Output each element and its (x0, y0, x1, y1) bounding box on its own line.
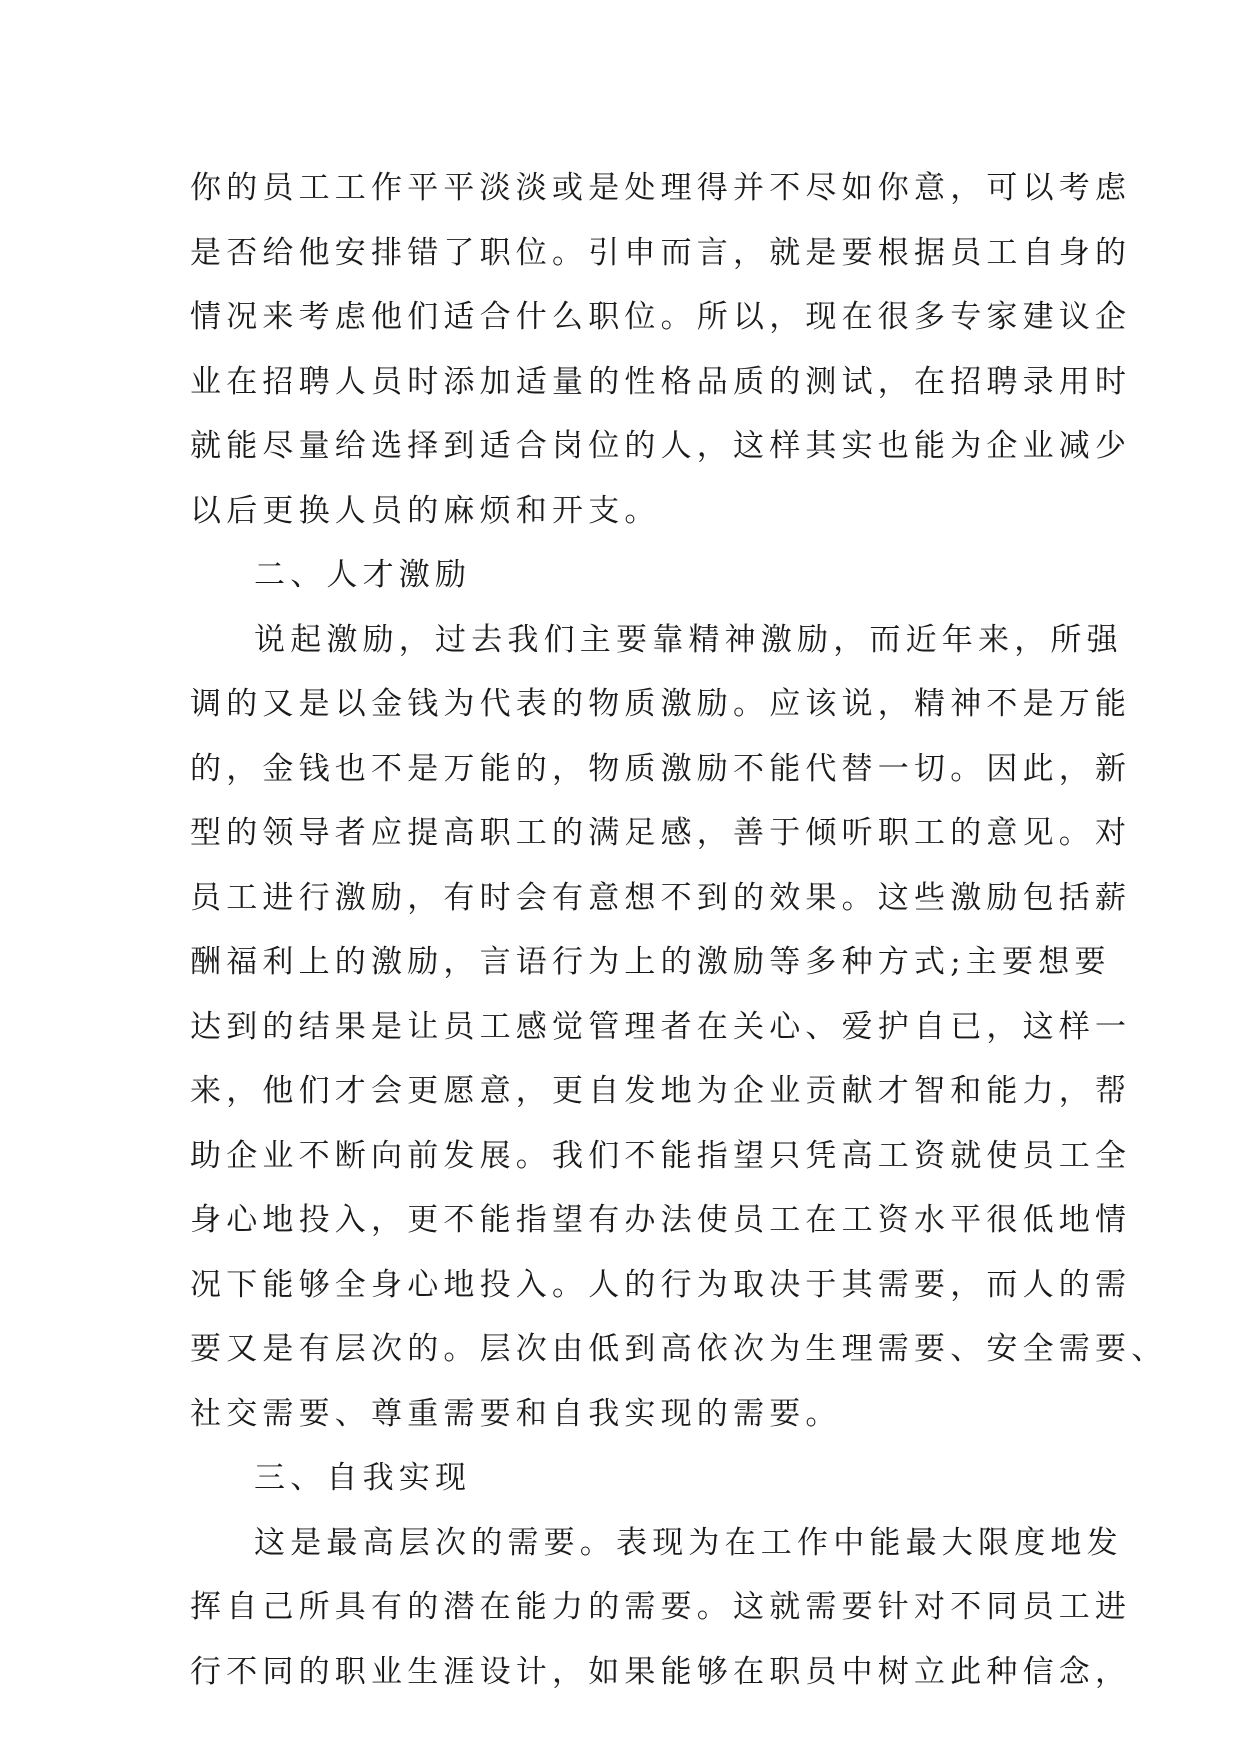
text-line: 你的员工工作平平淡淡或是处理得并不尽如你意，可以考虑 (190, 170, 1132, 206)
text-line: 是否给他安排错了职位。引申而言，就是要根据员工自身的 (190, 234, 1132, 271)
document-body (190, 156, 1168, 1704)
text-line: 情况来考虑他们适合什么职位。所以，现在很多专家建议企 (190, 299, 1132, 335)
section-heading: 三、自我实现 (254, 1460, 472, 1496)
text-line: 的，金钱也不是万能的，物质激励不能代替一切。因此，新 (190, 750, 1132, 787)
text-line: 酬福利上的激励，言语行为上的激励等多种方式;主要想要 (190, 944, 1111, 980)
text-line: 行不同的职业生涯设计，如果能够在职员中树立此种信念， (190, 1653, 1132, 1690)
text-line: 业在招聘人员时添加适量的性格品质的测试，在招聘录用时 (190, 363, 1132, 400)
text-line: 就能尽量给选择到适合岗位的人，这样其实也能为企业减少 (190, 428, 1132, 464)
text-line: 这是最高层次的需要。表现为在工作中能最大限度地发 (254, 1524, 1123, 1561)
text-line: 身心地投入，更不能指望有办法使员工在工资水平很低地情 (190, 1202, 1132, 1238)
text-line: 员工进行激励，有时会有意想不到的效果。这些激励包括薪 (190, 879, 1132, 916)
text-line: 助企业不断向前发展。我们不能指望只凭高工资就使员工全 (190, 1137, 1132, 1174)
text-line: 达到的结果是让员工感觉管理者在关心、爱护自已，这样一 (190, 1008, 1132, 1045)
section-heading: 二、人才激励 (254, 557, 472, 593)
text-line: 说起激励，过去我们主要靠精神激励，而近年来，所强 (254, 621, 1123, 658)
text-line: 挥自己所具有的潜在能力的需要。这就需要针对不同员工进 (190, 1589, 1132, 1625)
text-line: 来，他们才会更愿意，更自发地为企业贡献才智和能力，帮 (190, 1073, 1132, 1109)
text-line: 型的领导者应提高职工的满足感，善于倾听职工的意见。对 (190, 815, 1132, 851)
text-line: 以后更换人员的麻烦和开支。 (190, 492, 661, 529)
text-line: 社交需要、尊重需要和自我实现的需要。 (190, 1395, 842, 1432)
text-line: 要又是有层次的。层次由低到高依次为生理需要、安全需要、 (190, 1331, 1168, 1367)
text-line: 况下能够全身心地投入。人的行为取决于其需要，而人的需 (190, 1266, 1132, 1303)
text-line: 调的又是以金钱为代表的物质激励。应该说，精神不是万能 (190, 686, 1132, 722)
